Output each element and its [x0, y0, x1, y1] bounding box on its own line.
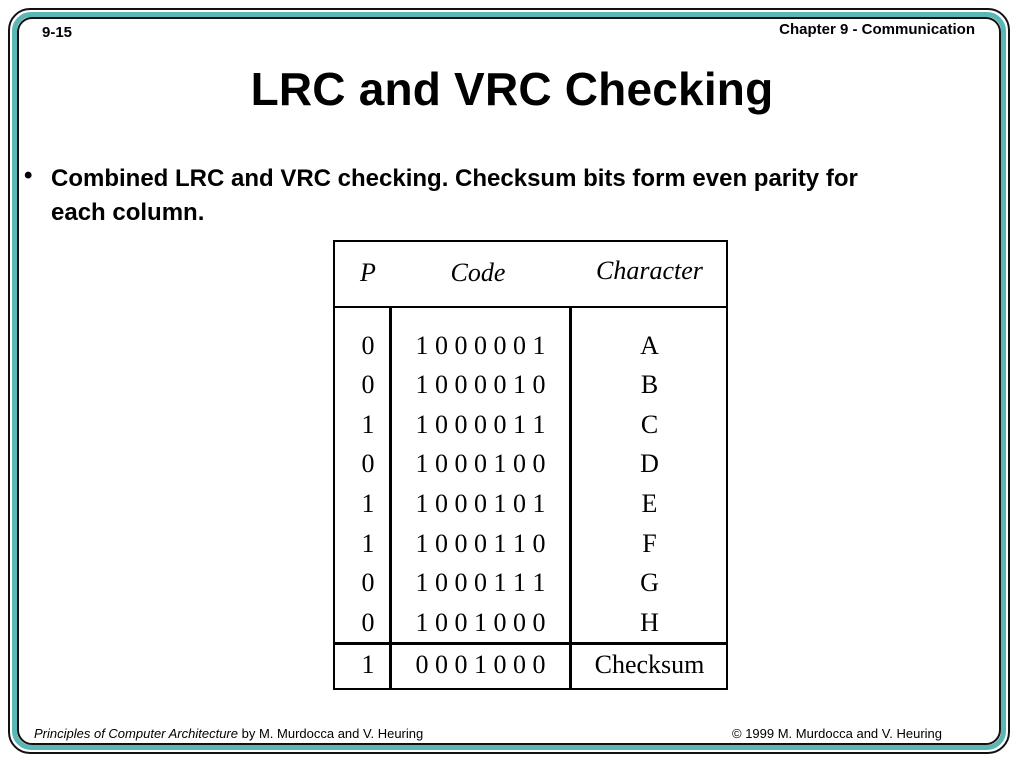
lrc-vrc-table	[333, 240, 728, 690]
character-cell: A	[640, 331, 659, 360]
character-cell: Checksum	[594, 650, 705, 679]
code-cell: 1 0 0 0 1 0 0	[415, 449, 546, 478]
code-cell: 1 0 0 0 1 1 0	[415, 529, 546, 558]
parity-cell: 1	[361, 410, 375, 439]
character-cell: B	[640, 370, 659, 399]
bullet-text: Combined LRC and VRC checking. Checksum bits form even parity for each column.	[51, 165, 858, 226]
parity-cell: 0	[361, 608, 375, 637]
character-cell: E	[641, 489, 658, 518]
code-cell: 1 0 0 1 0 0 0	[415, 608, 546, 637]
code-cell: 1 0 0 0 1 0 1	[415, 489, 546, 518]
header-p: P	[360, 258, 376, 287]
parity-cell: 0	[361, 331, 375, 360]
table-top-rule	[333, 240, 728, 242]
code-cell: 1 0 0 0 0 1 1	[415, 410, 546, 439]
code-cell: 1 0 0 0 0 0 1	[415, 331, 546, 360]
parity-cell: 1	[361, 529, 375, 558]
book-authors: by M. Murdocca and V. Heuring	[238, 726, 424, 741]
chapter-title: Chapter 9 - Communication	[779, 21, 975, 38]
code-cell: 1 0 0 0 1 1 1	[415, 568, 546, 597]
character-cell: H	[640, 608, 659, 637]
slide-title: LRC and VRC Checking	[250, 63, 774, 115]
table-header-rule	[333, 306, 728, 308]
character-cell: D	[640, 449, 659, 478]
bullet-icon: •	[24, 162, 33, 189]
parity-cell: 1	[361, 650, 375, 679]
character-cell: F	[642, 529, 657, 558]
footer-citation	[34, 726, 423, 741]
parity-cell: 1	[361, 489, 375, 518]
parity-cell: 0	[361, 449, 375, 478]
character-cell: C	[640, 410, 659, 439]
header-character: Character	[596, 256, 703, 285]
character-cell: G	[640, 568, 659, 597]
footer-copyright: © 1999 M. Murdocca and V. Heuring	[732, 726, 942, 741]
header-code: Code	[450, 258, 506, 287]
table-bottom-rule	[333, 688, 728, 690]
parity-cell: 0	[361, 370, 375, 399]
parity-cell: 0	[361, 568, 375, 597]
code-cell: 1 0 0 0 0 1 0	[415, 370, 546, 399]
code-cell: 0 0 0 1 0 0 0	[415, 650, 546, 679]
book-title: Principles of Computer Architecture	[34, 726, 238, 741]
slide-number: 9-15	[42, 24, 73, 41]
